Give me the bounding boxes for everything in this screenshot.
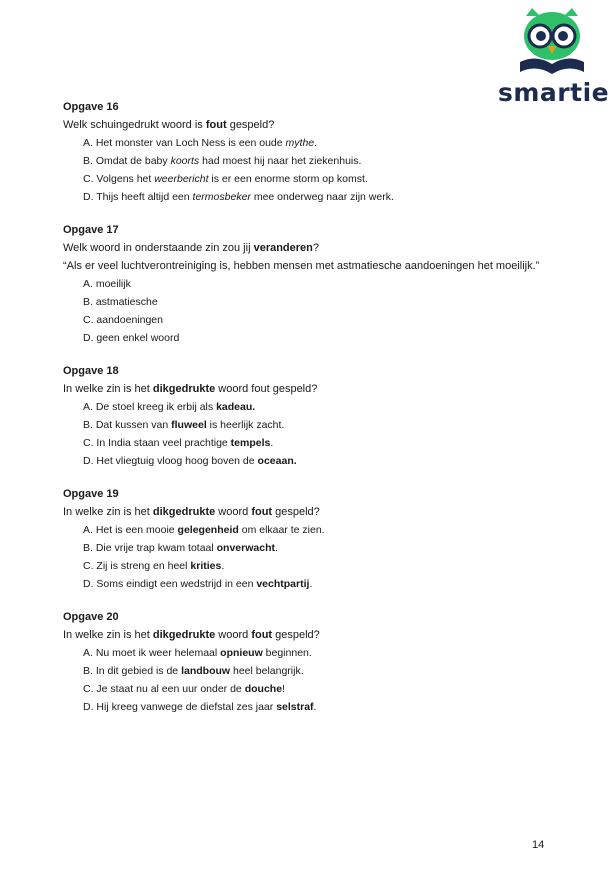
question-title: Opgave 18 (63, 365, 119, 377)
text-run: mee onderweg naar zijn werk. (250, 191, 394, 203)
answer-option (83, 398, 553, 416)
answer-option (83, 698, 553, 716)
bold-word: fout (251, 506, 273, 518)
bold-word: kadeau. (216, 401, 256, 413)
bold-word: opnieuw (220, 647, 263, 659)
text-run: . (275, 542, 278, 554)
bold-word: dikgedrukte (152, 383, 216, 395)
text-run: D. Thijs heeft altijd een (83, 191, 193, 203)
text-run: B. Die vrije trap kwam totaal (83, 542, 217, 554)
text-run: heel belangrijk. (230, 665, 304, 677)
text-run: D. Het vliegtuig vloog hoog boven de (83, 455, 258, 467)
answer-option (83, 452, 553, 470)
text-run: gespeld? (272, 629, 320, 641)
text-run: In welke zin is het (63, 383, 153, 395)
answer-option (83, 188, 553, 206)
text-run: A. Het is een mooie (83, 524, 178, 536)
worksheet-content (63, 98, 553, 731)
answer-options (83, 521, 553, 593)
bold-word: onverwacht (216, 542, 275, 554)
answer-option (83, 275, 553, 293)
text-run: C. In India staan veel prachtige (83, 437, 231, 449)
text-run: om elkaar te zien. (238, 524, 325, 536)
text-run: A. Het monster van Loch Ness is een oude (83, 137, 286, 149)
answer-options (83, 134, 553, 206)
bold-word: douche (244, 683, 283, 695)
bold-word: veranderen (253, 242, 313, 254)
question-block (63, 98, 553, 206)
text-run: ! (282, 683, 285, 695)
bold-word: vechtpartij (256, 578, 310, 590)
text-run: woord (215, 629, 252, 641)
answer-option (83, 293, 553, 311)
bold-word: fout (251, 629, 273, 641)
question-prompt (63, 239, 553, 257)
answer-options (83, 275, 553, 347)
text-run: B. astmatiesche (83, 296, 158, 308)
question-quote: “Als er veel luchtverontreiniging is, hebben mensen met astmatiesche aandoeningen het moeilijk.” (63, 260, 540, 272)
text-run: B. Omdat de baby (83, 155, 171, 167)
text-run: B. In dit gebied is de (83, 665, 182, 677)
text-run: . (313, 701, 317, 713)
bold-word: fout (205, 119, 227, 131)
text-run: Welk woord in onderstaande zin zou jij (63, 242, 254, 254)
answer-option (83, 311, 553, 329)
answer-options (83, 398, 553, 470)
page-number: 14 (532, 839, 545, 851)
text-run: C. Zij is streng en heel (83, 560, 191, 572)
question-prompt (63, 380, 553, 398)
italic-word: weerbericht (154, 173, 209, 185)
bold-word: selstraf (276, 701, 314, 713)
italic-word: koorts (170, 155, 200, 167)
text-run: is heerlijk zacht. (206, 419, 285, 431)
text-run: D. Soms eindigt een wedstrijd in een (83, 578, 257, 590)
text-run: C. Je staat nu al een uur onder de (83, 683, 245, 695)
bold-word: dikgedrukte (152, 629, 216, 641)
question-block (63, 608, 553, 716)
text-run: D. geen enkel woord (83, 332, 180, 344)
bold-word: landbouw (181, 665, 231, 677)
answer-option (83, 680, 553, 698)
bold-word: krities (190, 560, 222, 572)
text-run: . (314, 137, 318, 149)
text-run: gespeld? (226, 119, 275, 131)
text-run: beginnen. (262, 647, 312, 659)
text-run: . (309, 578, 313, 590)
answer-option (83, 557, 553, 575)
question-block (63, 362, 553, 470)
answer-option (83, 521, 553, 539)
answer-option (83, 152, 553, 170)
text-run: had moest hij naar het ziekenhuis. (199, 155, 362, 167)
question-prompt (63, 503, 553, 521)
text-run: A. De stoel kreeg ik erbij als (83, 401, 217, 413)
bold-word: fluweel (171, 419, 207, 431)
text-run: B. Dat kussen van (83, 419, 172, 431)
question-block (63, 485, 553, 593)
answer-option (83, 644, 553, 662)
text-run: In welke zin is het (63, 629, 153, 641)
question-title: Opgave 20 (63, 611, 119, 623)
question-prompt (63, 116, 553, 134)
answer-option (83, 416, 553, 434)
question-title: Opgave 16 (63, 101, 119, 113)
question-prompt (63, 626, 553, 644)
answer-option (83, 434, 553, 452)
answer-option (83, 662, 553, 680)
text-run: A. moeilijk (83, 278, 131, 290)
text-run: Welk schuingedrukt woord is (63, 119, 206, 131)
text-run: woord (215, 506, 252, 518)
italic-word: mythe (285, 137, 315, 149)
answer-option (83, 134, 553, 152)
text-run: . (270, 437, 274, 449)
text-run: C. aandoeningen (83, 314, 163, 326)
text-run: gespeld? (272, 506, 320, 518)
question-block (63, 221, 553, 347)
logo-wordmark: smartie (498, 78, 610, 107)
answer-options (83, 644, 553, 716)
question-title: Opgave 17 (63, 224, 119, 236)
answer-option (83, 329, 553, 347)
text-run: ? (312, 242, 320, 254)
bold-word: dikgedrukte (152, 506, 216, 518)
text-run: D. Hij kreeg vanwege de diefstal zes jaar (83, 701, 277, 713)
bold-word: oceaan. (257, 455, 297, 467)
text-run: C. Volgens het (83, 173, 155, 185)
text-run: In welke zin is het (63, 506, 153, 518)
text-run: is er een enorme storm op komst. (208, 173, 368, 185)
answer-option (83, 575, 553, 593)
question-title: Opgave 19 (63, 488, 119, 500)
answer-option (83, 539, 553, 557)
smartie-logo (498, 6, 610, 107)
text-run: woord fout gespeld? (215, 383, 318, 395)
owl-icon (516, 6, 588, 78)
text-run: A. Nu moet ik weer helemaal (83, 647, 221, 659)
bold-word: gelegenheid (177, 524, 239, 536)
bold-word: tempels (230, 437, 271, 449)
answer-option (83, 170, 553, 188)
italic-word: termosbeker (192, 191, 251, 203)
text-run: . (221, 560, 225, 572)
